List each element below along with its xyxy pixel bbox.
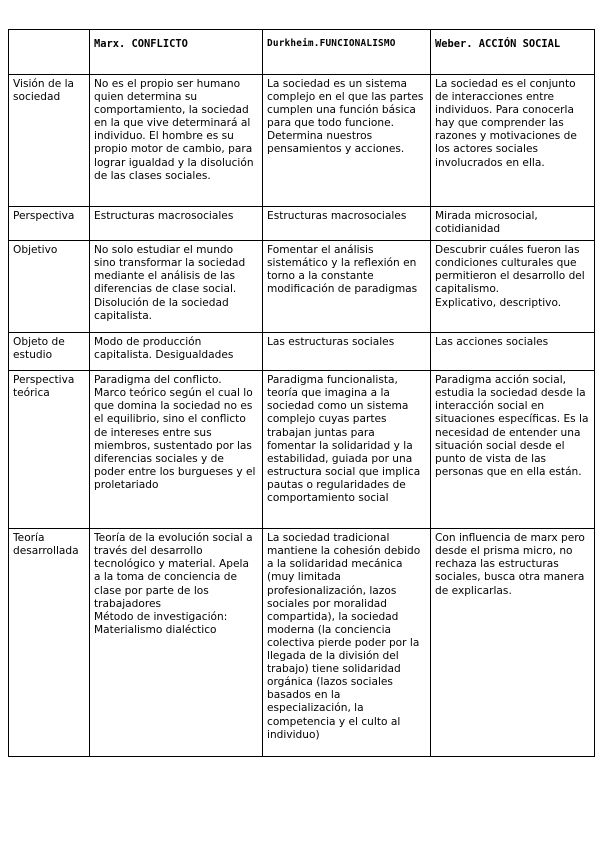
header-durkheim: Durkheim.FUNCIONALISMO (263, 30, 431, 75)
table-row (9, 529, 595, 757)
row-label: Perspectiva (9, 207, 90, 241)
table-row (9, 371, 595, 529)
row-label: Teoría desarrollada (9, 529, 90, 757)
cell-durkheim: La sociedad es un sistema complejo en el que las partes cumplen una función básica para que todo funcione. Determina nuestros pensamientos y acciones. (263, 75, 431, 207)
cell-marx: Paradigma del conflicto. Marco teórico según el cual lo que domina la sociedad no es el equilibrio, sino el conflicto de intereses entre sus miembros, sustentado por las diferencias sociales y de poder entre los burgueses y el proletariado (90, 371, 263, 529)
row-label: Objetivo (9, 241, 90, 333)
cell-marx: No es el propio ser humano quien determina su comportamiento, la sociedad en la que vive determinará al individuo. El hombre es su propio motor de cambio, para lograr igualdad y la disolución de las clases sociales. (90, 75, 263, 207)
row-label: Objeto de estudio (9, 333, 90, 371)
row-label: Perspectiva teórica (9, 371, 90, 529)
cell-weber: Mirada microsocial, cotidianidad (431, 207, 595, 241)
table-row (9, 333, 595, 371)
header-empty (9, 30, 90, 75)
table-row (9, 207, 595, 241)
cell-durkheim: Estructuras macrosociales (263, 207, 431, 241)
cell-marx: Teoría de la evolución social a través del desarrollo tecnológico y material. Apela a la toma de conciencia de clase por parte de los trabajadores Método de investigación: Materialismo dialéctico (90, 529, 263, 757)
header-marx: Marx. CONFLICTO (90, 30, 263, 75)
cell-durkheim: Fomentar el análisis sistemático y la reflexión en torno a la constante modificación de paradigmas (263, 241, 431, 333)
cell-marx: Modo de producción capitalista. Desigualdades (90, 333, 263, 371)
document-page (8, 29, 594, 757)
comparison-table (8, 29, 595, 757)
cell-durkheim: Paradigma funcionalista, teoría que imagina a la sociedad como un sistema complejo cuyas partes trabajan juntas para fomentar la solidaridad y la estabilidad, guiada por una estructura social que implica pautas o regularidades de comportamiento social (263, 371, 431, 529)
table-row (9, 75, 595, 207)
cell-weber: Las acciones sociales (431, 333, 595, 371)
header-weber: Weber. ACCIÓN SOCIAL (431, 30, 595, 75)
table-row (9, 241, 595, 333)
cell-weber: Descubrir cuáles fueron las condiciones culturales que permitieron el desarrollo del capitalismo. Explicativo, descriptivo. (431, 241, 595, 333)
cell-weber: Paradigma acción social, estudia la sociedad desde la interacción social en situaciones específicas. Es la necesidad de entender una situación social desde el punto de vista de las personas que en ella están. (431, 371, 595, 529)
cell-marx: Estructuras macrosociales (90, 207, 263, 241)
cell-marx: No solo estudiar el mundo sino transformar la sociedad mediante el análisis de las diferencias de clase social. Disolución de la sociedad capitalista. (90, 241, 263, 333)
cell-durkheim: Las estructuras sociales (263, 333, 431, 371)
cell-weber: La sociedad es el conjunto de interacciones entre individuos. Para conocerla hay que comprender las razones y motivaciones de los actores sociales involucrados en ella. (431, 75, 595, 207)
cell-weber: Con influencia de marx pero desde el prisma micro, no rechaza las estructuras sociales, busca otra manera de explicarlas. (431, 529, 595, 757)
header-row (9, 30, 595, 75)
cell-durkheim: La sociedad tradicional mantiene la cohesión debido a la solidaridad mecánica (muy limitada profesionalización, lazos sociales por moralidad compartida), la sociedad moderna (la conciencia colectiva pierde poder por la llegada de la división del trabajo) tiene solidaridad orgánica (lazos sociales basados en la especialización, la competencia y el culto al individuo) (263, 529, 431, 757)
row-label: Visión de la sociedad (9, 75, 90, 207)
